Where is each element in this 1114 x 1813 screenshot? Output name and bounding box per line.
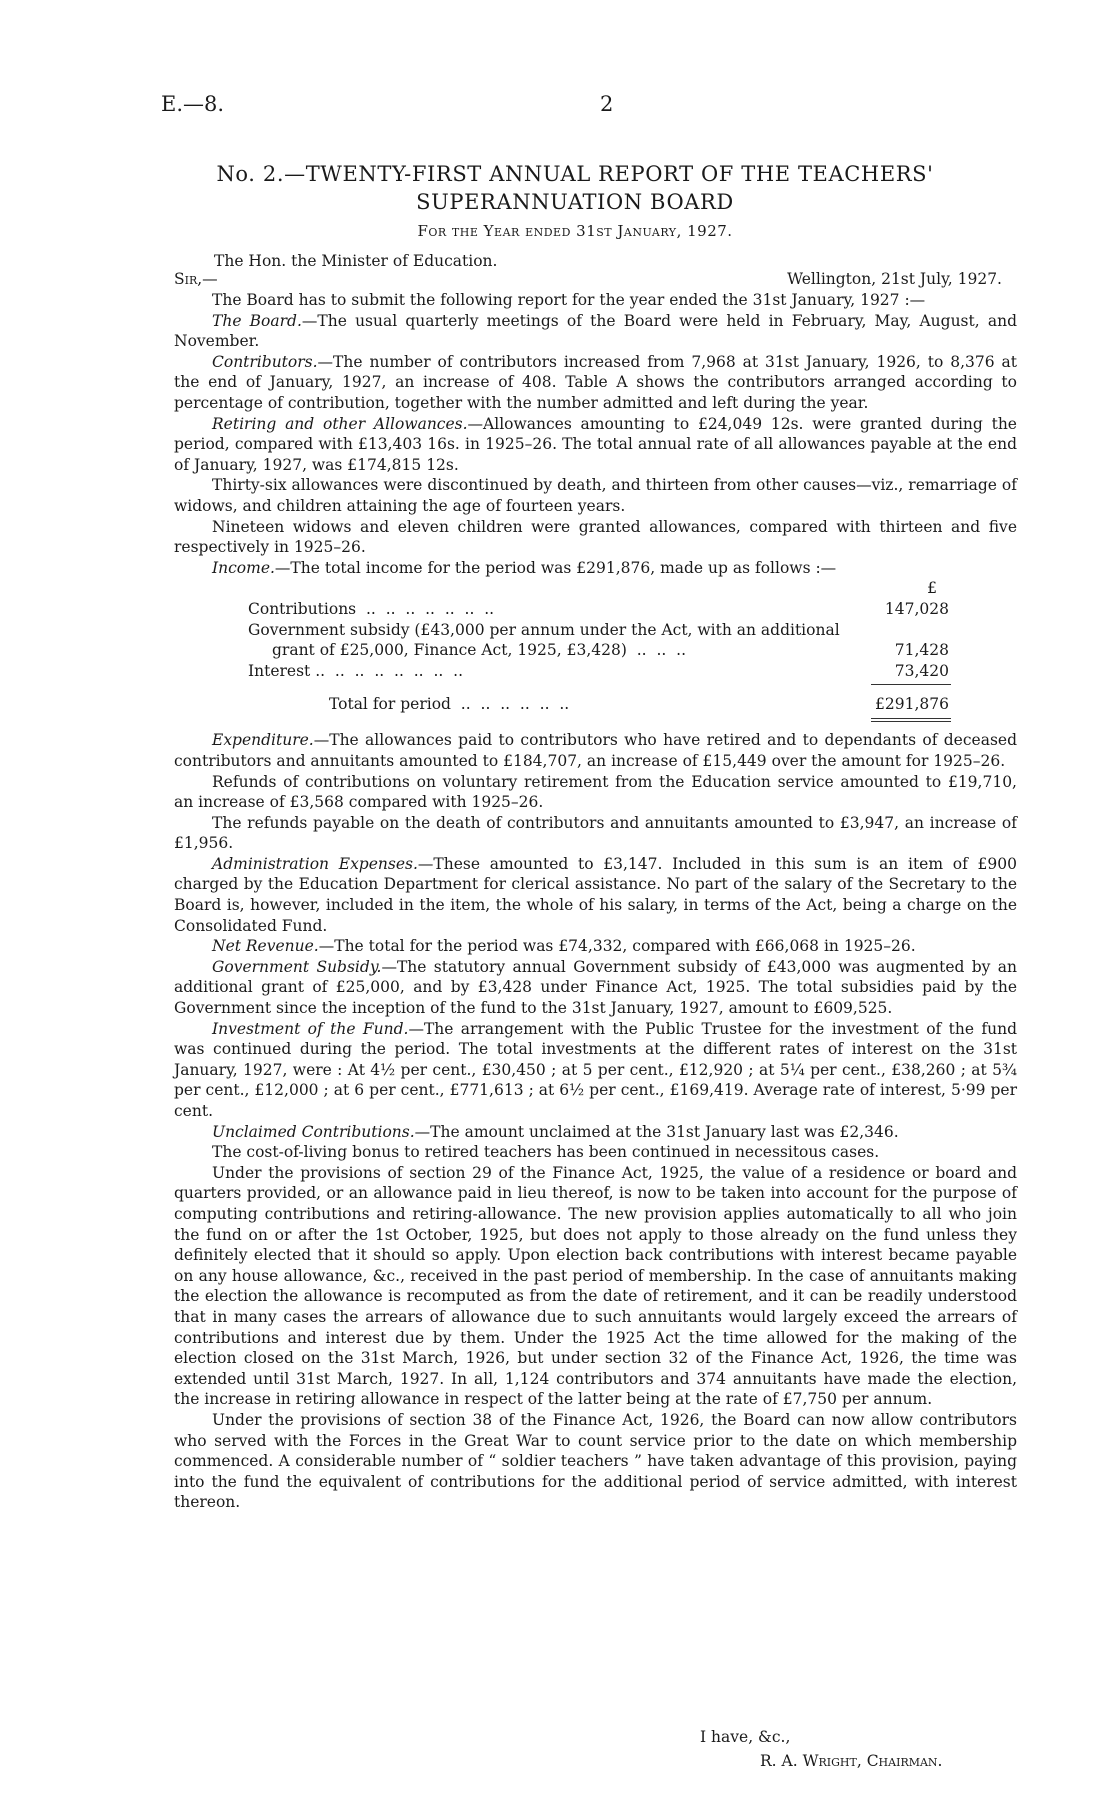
paragraph-income: Income.—The total income for the period was £291,876, made up as follows :— xyxy=(212,558,837,577)
report-title xyxy=(150,160,1000,216)
report-body xyxy=(174,290,1017,1513)
income-row-subsidy-cont: grant of £25,000, Finance Act, 1925, £3,428) .. .. .. 71,428 xyxy=(272,641,949,660)
paragraph-section-29: Under the provisions of section 29 of the Finance Act, 1925, the value of a residence or board and quarters provided, or an allowance paid in lieu thereof, is now to be taken into account for the purpose of computing contributions and retiring-allowance. The new provision applies automatically to all who join the fund on or after the 1st October, 1925, but does not apply to those already on the fund unless they definitely elected that it should so apply. Upon election back contributions with interest became payable on any house allowance, &c., received in the past period of membership. In the case of annuitants making the election the allowance is recomputed as from the date of retirement, and it can be readily understood that in many cases the arrears of allowance due to such annuitants would largely exceed the arrears of contributions and interest due by them. Under the 1925 Act the time allowed for the making of the election closed on the 31st March, 1926, but under section 32 of the Finance Act, 1926, the time was extended until 31st March, 1927. In all, 1,124 contributors and 374 annuitants have made the election, the increase in retiring allowance in respect of the latter being at the rate of £7,750 per annum. xyxy=(174,1163,1017,1409)
paragraph-net-revenue: Net Revenue.—The total for the period was £74,332, compared with £66,068 in 1925–26. xyxy=(212,937,916,956)
paragraph-retiring-allowances: Retiring and other Allowances.—Allowances amounting to £24,049 12s. were granted during the period, compared with £13,403 16s. in 1925–26. The total annual rate of all allowances payable at the end of January, 1927, was £174,815 12s. xyxy=(174,414,1017,474)
paragraph-contributors: Contributors.—The number of contributors increased from 7,968 at 31st January, 1926, to 8,376 at the end of January, 1927, an increase of 408. Table A shows the contributors arranged according to percentage of contribution, together with the number admitted and left during the year. xyxy=(174,352,1017,412)
heading-administration: Administration Expenses. xyxy=(212,854,418,873)
signature: R. A. Wright, Chairman. xyxy=(760,1752,943,1770)
paragraph-administration: Administration Expenses.—These amounted to £3,147. Included in this sum is an item of £900 charged by the Education Department for clerical assistance. No part of the salary of the Secretary to the Board is, however, included in the item, the whole of his salary, in terms of the Act, being a charge on the Consolidated Fund. xyxy=(174,854,1017,935)
heading-income: Income. xyxy=(212,558,275,577)
total-rule xyxy=(871,718,951,719)
paragraph-discontinued: Thirty-six allowances were discontinued by death, and thirteen from other causes—viz., remarriage of widows, and children attaining the age of fourteen years. xyxy=(174,476,1017,515)
paragraph-widows: Nineteen widows and eleven children were granted allowances, compared with thirteen and five respectively in 1925–26. xyxy=(174,517,1017,557)
report-subtitle: For the Year ended 31st January, 1927. xyxy=(417,222,733,240)
income-row-contributions: Contributions .. .. .. .. .. .. .. 147,028 xyxy=(248,599,949,618)
income-table xyxy=(174,578,1017,724)
heading-contributors: Contributors. xyxy=(212,352,318,371)
place-date: Wellington, 21st July, 1927. xyxy=(787,270,1002,288)
paragraph-refunds-death: The refunds payable on the death of contributors and annuitants amounted to £3,947, an increase of £1,956. xyxy=(174,813,1017,853)
paragraph-refunds: Refunds of contributions on voluntary retirement from the Education service amounted to £19,710, an increase of £3,568 compared with 1925–26. xyxy=(174,772,1017,812)
total-double-rule xyxy=(871,721,951,722)
heading-expenditure: Expenditure. xyxy=(212,731,314,750)
income-table-currency-row xyxy=(174,578,1017,599)
income-amount: 147,028 xyxy=(884,599,949,618)
paragraph-expenditure: Expenditure.—The allowances paid to contributors who have retired and to dependants of deceased contributors and annuitants amounted to £184,707, an increase of £15,449 over the amount for 1925–26. xyxy=(174,731,1017,770)
report-title-line-1: No. 2.—TWENTY-FIRST ANNUAL REPORT OF THE TEACHERS' xyxy=(216,162,934,186)
closing-phrase: I have, &c., xyxy=(700,1728,791,1746)
report-title-line-2: SUPERANNUATION BOARD xyxy=(416,190,734,214)
income-total-amount: £291,876 xyxy=(875,695,949,714)
page-number: 2 xyxy=(600,92,614,116)
salutation: Sir,— xyxy=(174,270,218,288)
income-row-subsidy: Government subsidy (£43,000 per annum under the Act, with an additional xyxy=(248,620,840,639)
income-row-total: Total for period .. .. .. .. .. .. £291,876 xyxy=(329,695,949,714)
paragraph-investment: Investment of the Fund.—The arrangement with the Public Trustee for the investment of the fund was continued during the period. The total investments at the different rates of interest on the 31st January, 1927, were : At 4½ per cent., £30,450 ; at 5 per cent., £12,920 ; at 5¼ per cent., £38,260 ; at 5¾ per cent., £12,000 ; at 6 per cent., £771,613 ; at 6½ per cent., £169,419. Average rate of interest, 5·99 per cent. xyxy=(174,1019,1018,1120)
heading-government-subsidy: Government Subsidy. xyxy=(212,957,382,976)
income-amount: 73,420 xyxy=(894,661,949,680)
addressee: The Hon. the Minister of Education. xyxy=(214,252,498,270)
paragraph-government-subsidy: Government Subsidy.—The statutory annual Government subsidy of £43,000 was augmented by an additional grant of £25,000, and by £3,428 under Finance Act, 1925. The total subsidies paid by the Government since the inception of the fund to the 31st January, 1927, amount to £609,525. xyxy=(174,957,1018,1018)
paragraph-bonus: The cost-of-living bonus to retired teachers has been continued in necessitous cases. xyxy=(212,1143,880,1162)
paragraph-board: The Board.—The usual quarterly meetings of the Board were held in February, May, August, and November. xyxy=(174,311,1017,351)
heading-retiring-allowances: Retiring and other Allowances. xyxy=(212,414,468,433)
heading-investment: Investment of the Fund. xyxy=(212,1019,409,1038)
heading-board: The Board. xyxy=(212,311,302,330)
heading-net-revenue: Net Revenue. xyxy=(212,937,319,956)
paragraph-section-38: Under the provisions of section 38 of the Finance Act, 1926, the Board can now allow contributors who served with the Forces in the Great War to count service prior to the date on which membership commenced. A considerable number of “ soldier teachers ” have taken advantage of this provision, paying into the fund the equivalent of contributions for the additional period of service admitted, with interest thereon. xyxy=(174,1410,1017,1512)
heading-unclaimed: Unclaimed Contributions. xyxy=(212,1122,415,1141)
document-reference: E.—8. xyxy=(161,92,225,116)
paragraph-unclaimed: Unclaimed Contributions.—The amount unclaimed at the 31st January last was £2,346. xyxy=(212,1122,899,1141)
income-row-interest: Interest .. .. .. .. .. .. .. .. 73,420 xyxy=(248,661,949,680)
income-amount: 71,428 xyxy=(894,641,949,660)
subtotal-rule xyxy=(871,684,951,685)
currency-symbol: £ xyxy=(927,579,937,598)
paragraph-intro: The Board has to submit the following report for the year ended the 31st January, 1927 :— xyxy=(212,291,926,309)
